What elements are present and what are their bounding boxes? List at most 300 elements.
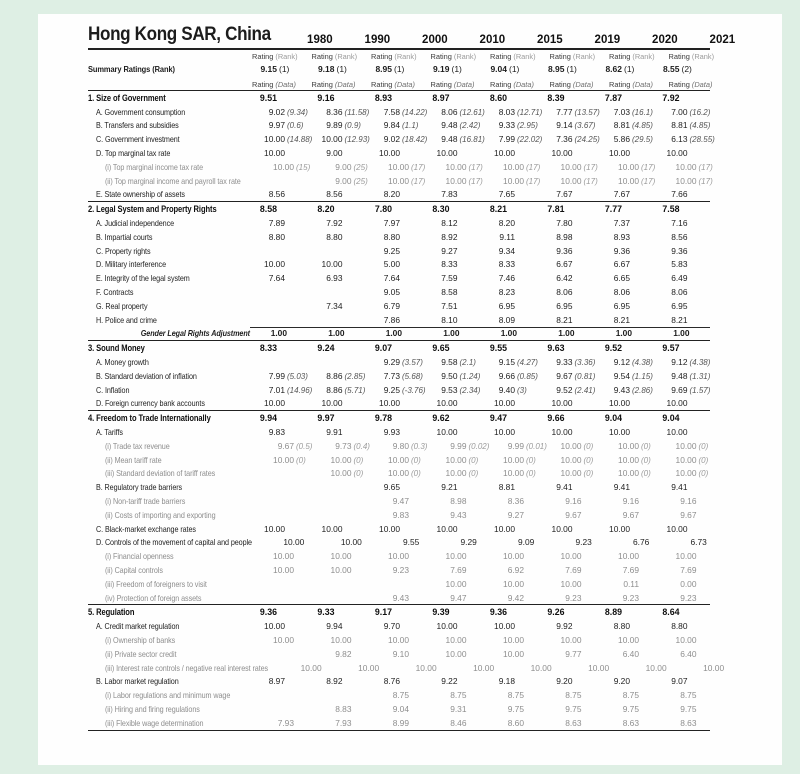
- rating-value: 9.23: [622, 592, 639, 603]
- rating-cell: [440, 162, 498, 172]
- rating-cell: [375, 328, 433, 338]
- rating-cell: [612, 441, 670, 451]
- rating-value: 8.06: [613, 287, 630, 298]
- rating-data-value: (16.1): [632, 107, 653, 117]
- rating-cell: [670, 704, 728, 714]
- rating-value: 8.86: [326, 370, 343, 381]
- rating-cell: [440, 510, 498, 520]
- rating-cell: [258, 107, 316, 117]
- rating-value: 9.77: [565, 648, 582, 659]
- rating-cell: [653, 64, 711, 74]
- row-label-text: B. Transfers and subsidies: [96, 120, 179, 131]
- row-label-text: (ii) Hiring and firing regulations: [105, 703, 200, 714]
- rating-cell: [661, 398, 719, 408]
- rating-cell: [546, 357, 604, 367]
- rating-data-value: (0): [526, 455, 536, 465]
- row-label-text: (ii) Costs of importing and exporting: [105, 509, 216, 520]
- rating-cell: [267, 635, 325, 645]
- rating-value: 9.12: [613, 357, 630, 368]
- table-row: [88, 425, 710, 439]
- rating-cell: [373, 398, 431, 408]
- rating-cell: [440, 455, 498, 465]
- row-label-text: (i) Top marginal income tax rate: [105, 161, 203, 172]
- rating-cell: [670, 468, 728, 478]
- rating-value: 9.83: [268, 427, 285, 438]
- rating-cell: [488, 385, 546, 395]
- table-row: [88, 105, 710, 119]
- rating-cell: [325, 565, 383, 575]
- rating-data-value: (0.6): [287, 121, 304, 131]
- rating-data-value: (0): [698, 441, 709, 451]
- rating-data-value: (0.85): [517, 371, 538, 381]
- rating-value: 8.21: [489, 204, 507, 215]
- rating-value: 7.69: [450, 564, 467, 575]
- rating-data-header-row: [88, 78, 713, 90]
- rating-cell: [497, 455, 555, 465]
- rating-qualifier: (Data): [275, 79, 296, 89]
- rating-qualifier: (Rank): [632, 51, 655, 61]
- row-label: [88, 635, 267, 645]
- rating-value: 7.87: [604, 92, 622, 103]
- rating-cell: [480, 607, 538, 617]
- rating-value: 9.93: [383, 427, 400, 438]
- rating-value: 10.00: [666, 398, 688, 409]
- rating-data-value: (25): [353, 162, 368, 172]
- rating-value: 7.83: [441, 189, 458, 200]
- rating-cell: [373, 482, 431, 492]
- row-label-text: H. Police and crime: [96, 314, 157, 325]
- rating-cell: [431, 134, 489, 144]
- rating-value: 9.97: [317, 413, 335, 424]
- row-label: [88, 134, 258, 144]
- rating-cell: [295, 663, 353, 673]
- rating-value: 6.95: [613, 300, 630, 311]
- rating-cell: [555, 579, 613, 589]
- rating-cell: [603, 301, 661, 311]
- rating-data-value: (3.57): [402, 358, 423, 368]
- rating-value: 8.75: [622, 690, 639, 701]
- rating-value: 10.00: [445, 634, 467, 645]
- rating-cell: [431, 621, 489, 631]
- row-label-text: Gender Legal Rights Adjustment: [140, 328, 250, 339]
- rating-value: 9.48: [441, 120, 458, 131]
- rating-cell: [373, 287, 431, 297]
- rating-cell: [423, 413, 481, 423]
- rating-data-value: (0.9): [344, 121, 361, 131]
- row-label-text: E. Integrity of the legal system: [96, 273, 190, 284]
- rating-cell: [431, 273, 489, 283]
- rating-cell: [277, 537, 335, 547]
- rating-value: 8.98: [556, 231, 573, 242]
- rating-qualifier: (Rank): [453, 51, 477, 61]
- rating-word: Rating: [668, 51, 690, 61]
- rating-cell: [316, 524, 374, 534]
- rating-value: 10.00: [551, 148, 573, 159]
- rating-cell: [622, 537, 680, 547]
- rating-value: 10.00: [503, 454, 524, 465]
- rating-value: 9.18: [498, 676, 515, 687]
- rating-cell: [546, 315, 604, 325]
- rating-value: 8.56: [671, 231, 688, 242]
- table-row: [88, 355, 710, 369]
- rating-value: 9.17: [374, 607, 392, 618]
- rating-cell: [546, 301, 604, 311]
- rating-data-value: (0.01): [526, 441, 547, 451]
- rating-value: 6.13: [671, 134, 688, 145]
- rating-value: 9.69: [671, 384, 688, 395]
- rating-word: Rating: [252, 79, 274, 89]
- rating-cell: [488, 189, 546, 199]
- rating-cell: [373, 107, 431, 117]
- rating-cell: [365, 204, 423, 214]
- rating-value: 8.30: [432, 204, 450, 215]
- row-label-text: (ii) Mean tariff rate: [105, 454, 162, 465]
- rating-value: 6.95: [671, 300, 688, 311]
- rating-value: 10.00: [560, 578, 582, 589]
- rating-cell: [670, 690, 728, 700]
- rating-cell: [661, 134, 719, 144]
- rating-cell: [488, 524, 546, 534]
- rating-cell: [365, 343, 423, 353]
- rating-column-subheader: [369, 80, 429, 89]
- row-label: [88, 565, 267, 575]
- rating-value: 7.89: [268, 218, 285, 229]
- rating-data-value: (0): [698, 469, 709, 479]
- rating-cell: [373, 273, 431, 283]
- rating-cell: [440, 565, 498, 575]
- rating-cell: [373, 385, 431, 395]
- rating-cell: [548, 328, 606, 338]
- rating-cell: [538, 607, 596, 617]
- rating-value: 9.67: [565, 509, 582, 520]
- rating-cell: [661, 189, 719, 199]
- rating-cell: [250, 343, 308, 353]
- rating-value: 9.15: [260, 63, 277, 74]
- rating-qualifier: (Rank): [334, 51, 358, 61]
- rating-data-value: (17): [641, 162, 656, 172]
- rating-value: 7.77: [604, 204, 622, 215]
- rating-value: 9.02: [268, 106, 285, 117]
- row-label: [88, 704, 267, 714]
- row-label: [88, 496, 267, 506]
- rating-cell: [488, 218, 546, 228]
- rating-value: 9.29: [383, 357, 400, 368]
- rating-cell: [488, 315, 546, 325]
- rating-cell: [497, 496, 555, 506]
- rating-value: 9.16: [622, 496, 639, 506]
- rating-cell: [555, 718, 613, 728]
- rating-value: 10.00: [436, 427, 458, 438]
- rating-qualifier: (Rank): [513, 51, 536, 61]
- rating-cell: [603, 134, 661, 144]
- rating-value: 8.63: [565, 717, 582, 728]
- rating-value: 9.16: [680, 496, 697, 506]
- rating-cell: [352, 663, 410, 673]
- rating-cell: [325, 635, 383, 645]
- rating-value: 9.65: [383, 482, 400, 493]
- row-label: [88, 287, 258, 297]
- rating-cell: [670, 441, 728, 451]
- rating-cell: [488, 273, 546, 283]
- rating-cell: [546, 232, 604, 242]
- rating-value: 9.29: [460, 537, 477, 548]
- rating-value: 9.00: [326, 148, 343, 159]
- rating-value: 10.00: [445, 468, 467, 479]
- rating-value: 9.67: [622, 509, 639, 520]
- rating-value: 10.00: [560, 454, 582, 465]
- rating-value: 8.56: [326, 189, 343, 200]
- rating-cell: [431, 427, 489, 437]
- rating-cell: [661, 357, 719, 367]
- rating-cell: [603, 287, 661, 297]
- rating-cell: [480, 343, 538, 353]
- rating-qualifier: (Data): [334, 79, 356, 89]
- rating-qualifier: (Rank): [394, 51, 417, 61]
- rating-cell: [612, 704, 670, 714]
- rating-cell: [603, 676, 661, 686]
- table-row: [88, 674, 710, 688]
- rating-cell: [670, 176, 728, 186]
- rating-cell: [497, 579, 555, 589]
- rating-cell: [697, 663, 755, 673]
- rating-value: 8.60: [489, 92, 507, 103]
- rating-column-subheader: [429, 52, 489, 61]
- rating-value: 9.83: [392, 509, 409, 520]
- rating-cell: [365, 93, 423, 103]
- rating-value: 10.00: [618, 634, 639, 645]
- rating-value: 9.36: [671, 245, 688, 256]
- rating-value: 10.00: [560, 551, 582, 562]
- rating-data-value: (0): [583, 441, 594, 451]
- rating-value: 8.58: [259, 204, 277, 215]
- rating-value: 10.00: [436, 621, 458, 632]
- row-label-text: C. Inflation: [96, 384, 130, 395]
- rating-value: 9.67: [556, 370, 573, 381]
- rating-value: 5.00: [383, 259, 400, 270]
- rating-cell: [250, 204, 308, 214]
- row-label: [88, 607, 250, 617]
- rating-value: 10.00: [618, 454, 639, 465]
- rating-value: 9.48: [671, 370, 688, 381]
- rating-value: 8.55: [662, 63, 680, 74]
- rating-value: 9.43: [392, 592, 409, 603]
- rating-value: 6.42: [556, 273, 573, 284]
- rating-cell: [546, 120, 604, 130]
- rating-value: 8.95: [547, 63, 565, 74]
- rating-cell: [661, 482, 719, 492]
- row-label: [88, 107, 258, 117]
- row-label: [88, 176, 267, 186]
- row-label: [88, 468, 267, 478]
- rating-data-value: (4.85): [632, 121, 653, 131]
- rating-cell: [555, 468, 613, 478]
- rating-cell: [497, 441, 555, 451]
- rating-value: 10.00: [645, 662, 667, 673]
- rating-value: 8.75: [392, 690, 409, 701]
- rating-value: 10.00: [675, 468, 697, 479]
- rating-value: 8.21: [613, 314, 630, 325]
- row-label-text: (iii) Freedom of foreigners to visit: [105, 578, 207, 589]
- rating-value: 8.46: [450, 717, 467, 728]
- rating-value: 8.21: [556, 314, 573, 325]
- rating-value: 9.24: [317, 343, 335, 354]
- rating-value: 8.75: [507, 690, 524, 701]
- rating-value: 8.10: [441, 314, 458, 325]
- rating-value: 9.42: [507, 592, 524, 603]
- rating-value: 10.00: [675, 634, 697, 645]
- rating-cell: [603, 148, 661, 158]
- rating-cell: [488, 107, 546, 117]
- rating-value: 8.60: [507, 717, 524, 728]
- rating-value: 9.94: [259, 413, 277, 424]
- table-row: [88, 494, 710, 508]
- rating-cell: [497, 718, 555, 728]
- row-label: [88, 148, 258, 158]
- rating-value: 9.62: [432, 413, 450, 424]
- rating-data-value: (16.2): [689, 107, 711, 117]
- rating-cell: [661, 371, 719, 381]
- rating-qualifier: (Data): [453, 79, 475, 89]
- rating-cell: [258, 524, 316, 534]
- row-label: [88, 328, 260, 338]
- rating-qualifier: (Data): [572, 79, 594, 89]
- rating-value: 5.83: [671, 259, 688, 270]
- rating-cell: [670, 718, 728, 728]
- rating-cell: [440, 176, 498, 186]
- table-row: [88, 188, 710, 202]
- rating-cell: [546, 482, 604, 492]
- rating-cell: [440, 468, 498, 478]
- rating-value: 10.00: [415, 662, 437, 673]
- rating-data-value: (1.57): [689, 385, 711, 395]
- rating-column-subheader: [607, 80, 667, 89]
- rating-value: 9.78: [374, 413, 392, 424]
- rating-cell: [555, 176, 613, 186]
- rating-cell: [612, 690, 670, 700]
- rating-cell: [612, 510, 670, 520]
- table-row: [88, 647, 710, 661]
- row-label: [88, 427, 258, 437]
- rating-data-value: (0): [641, 441, 651, 451]
- rating-value: 9.04: [392, 703, 409, 714]
- rating-value: 9.25: [383, 384, 400, 395]
- rating-value: 8.92: [326, 676, 343, 687]
- rating-value: 8.95: [375, 63, 392, 74]
- rating-value: 7.51: [441, 300, 458, 311]
- table-row: [88, 271, 710, 285]
- rating-cell: [258, 273, 316, 283]
- rating-value: 9.33: [556, 357, 573, 368]
- rating-value: 9.22: [441, 676, 458, 687]
- rating-data-value: (1): [624, 63, 635, 74]
- country-title: Hong Kong SAR, China: [88, 24, 271, 45]
- rating-cell: [365, 413, 423, 423]
- rating-word: Rating: [430, 79, 452, 89]
- rating-value: 10.00: [321, 259, 343, 270]
- rating-cell: [670, 496, 728, 506]
- rating-data-value: (17): [698, 162, 713, 172]
- rating-value: 9.02: [383, 134, 400, 145]
- rating-value: 8.89: [604, 607, 622, 618]
- row-label-text: (iii) Standard deviation of tariff rates: [105, 468, 216, 479]
- rating-value: 8.75: [680, 690, 697, 701]
- rating-cell: [612, 635, 670, 645]
- rating-value: 8.80: [268, 231, 285, 242]
- table-row: [88, 604, 710, 619]
- rating-cell: [373, 246, 431, 256]
- table-row: [88, 327, 710, 341]
- rating-cell: [316, 134, 374, 144]
- rating-value: 10.00: [330, 454, 352, 465]
- rating-cell: [373, 371, 431, 381]
- rating-cell: [308, 343, 366, 353]
- rating-cell: [373, 232, 431, 242]
- rating-cell: [670, 455, 728, 465]
- table-row: [88, 132, 715, 146]
- rating-value: 9.80: [392, 440, 409, 451]
- rating-value: 8.93: [374, 92, 392, 103]
- rating-column-subheader: [429, 80, 489, 89]
- rating-cell: [316, 107, 374, 117]
- rating-data-value: (2.86): [632, 385, 653, 395]
- year-column-header: 2015: [537, 34, 563, 46]
- rating-cell: [258, 385, 316, 395]
- rating-cell: [325, 176, 383, 186]
- rating-data-value: (0): [353, 455, 364, 465]
- rating-cell: [480, 93, 538, 103]
- rating-cell: [555, 162, 613, 172]
- rating-data-value: (25): [353, 176, 368, 186]
- rating-value: 8.20: [383, 189, 400, 200]
- rating-data-value: (17): [698, 176, 713, 186]
- rating-data-value: (1): [394, 63, 405, 74]
- rating-value: 9.91: [326, 427, 343, 438]
- rating-cell: [316, 676, 374, 686]
- rating-data-value: (14.22): [402, 107, 428, 117]
- table-row: [88, 340, 710, 355]
- rating-value: 10.00: [388, 161, 409, 172]
- rating-cell: [555, 510, 613, 520]
- rating-cell: [431, 120, 489, 130]
- rating-value: 8.03: [498, 106, 515, 117]
- rating-cell: [325, 704, 383, 714]
- rating-cell: [382, 468, 440, 478]
- rating-word: Rating: [252, 51, 274, 61]
- row-label: [88, 718, 267, 728]
- rating-cell: [440, 704, 498, 714]
- rating-cell: [490, 328, 548, 338]
- row-label: [88, 441, 267, 451]
- rating-value: 8.33: [441, 259, 458, 270]
- rating-cell: [382, 565, 440, 575]
- rating-cell: [373, 357, 431, 367]
- rating-qualifier: (Rank): [275, 51, 298, 61]
- rating-qualifier: (Rank): [572, 51, 596, 61]
- rating-cell: [612, 176, 670, 186]
- rating-value: 10.00: [503, 175, 524, 186]
- rating-value: 9.27: [507, 509, 524, 520]
- rating-value: 8.36: [507, 496, 524, 506]
- rating-value: 8.09: [498, 314, 515, 325]
- rating-value: 8.12: [441, 218, 458, 229]
- rating-cell: [431, 107, 489, 117]
- rating-cell: [431, 482, 489, 492]
- rating-value: 9.36: [489, 607, 507, 618]
- rating-cell: [440, 718, 498, 728]
- rating-cell: [318, 328, 376, 338]
- rating-cell: [555, 690, 613, 700]
- rating-value: 10.00: [609, 427, 630, 438]
